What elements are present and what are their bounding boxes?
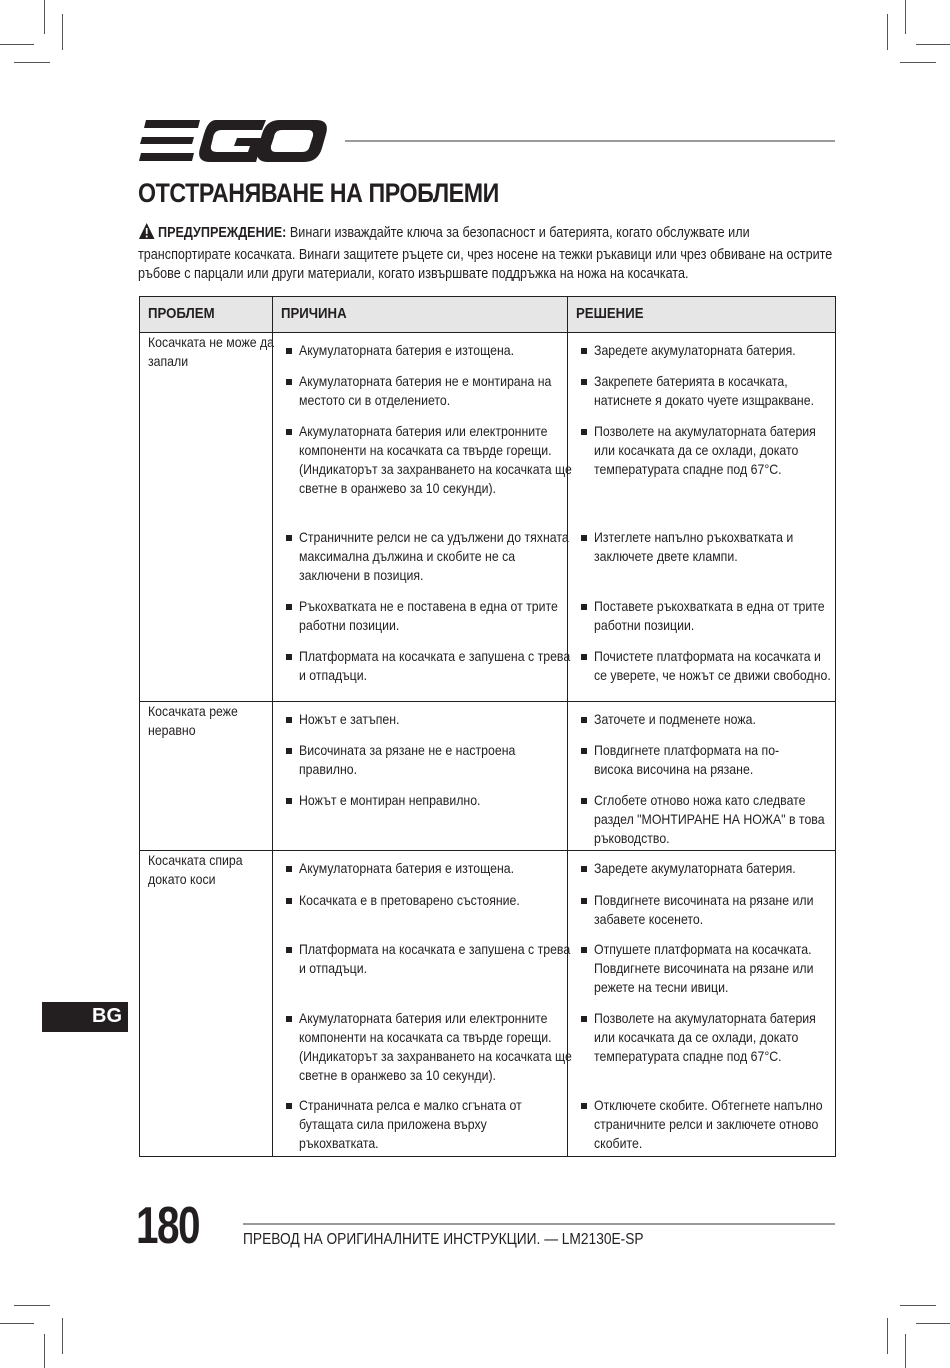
solution-cell [568, 702, 836, 851]
cause-cell [273, 702, 568, 851]
footer-rule [243, 1223, 835, 1225]
list-item: Заредете акумулаторната батерия. [578, 859, 827, 891]
list-item: Ножът е затъпен. [283, 710, 559, 741]
crop-mark [44, 1334, 45, 1368]
crop-mark [900, 62, 936, 63]
list-item: Изтеглете напълно ръкохватката и заключете двете клампи. [578, 528, 827, 597]
crop-mark [887, 14, 888, 50]
crop-mark [14, 1305, 50, 1306]
crop-mark [905, 1334, 906, 1368]
crop-mark [887, 1318, 888, 1354]
list-item: Заредете акумулаторната батерия. [578, 341, 827, 372]
crop-mark [14, 62, 50, 63]
crop-mark [44, 0, 45, 34]
cause-cell [273, 851, 572, 1157]
language-tab: BG [42, 1002, 128, 1032]
list-item: Акумулаторната батерия не е монтирана на местото си в отделението. [283, 372, 559, 422]
header-problem: ПРОБЛЕМ [140, 297, 273, 333]
list-item: Страничните релси не са удължени до тяхната максимална дължина и скобите не са заключени в позиция. [283, 528, 559, 597]
warning-text: Винаги изваждайте ключа за безопасност и батерията, когато обслужвате или транспортирате косачката. Винаги защитете ръцете си, чрез носене на тежки ръкавици или чрез обвиване на острите ръбове с парцали или други материали, когато извършвате поддръжка на ножа на косачката. [138, 225, 833, 282]
list-item: Закрепете батерията в косачката, натиснете я докато чуете изщракване. [578, 372, 827, 422]
problem-cell: Косачката не може да запали [140, 333, 273, 702]
list-item: Акумулаторната батерия или електронните компоненти на косачката са твърде горещи. (Индикаторът за захранването на косачката ще светне в оранжево за 10 секунди). [283, 1009, 559, 1096]
ego-logo [138, 118, 328, 164]
list-item: Косачката е в претоварено състояние. [283, 891, 559, 940]
table-row [140, 702, 836, 851]
list-item: Акумулаторната батерия е изтощена. [283, 859, 559, 891]
problem-cell: Косачката реже неравно [140, 702, 273, 851]
crop-mark [62, 14, 63, 50]
list-item: Отключете скобите. Обтегнете напълно страничните релси и заключете отново скобите. [578, 1096, 827, 1152]
list-item: Височината за рязане не е настроена правилно. [283, 741, 559, 791]
footer-text: ПРЕВОД НА ОРИГИНАЛНИТЕ ИНСТРУКЦИИ. — LM2130E-SP [243, 1231, 644, 1248]
solution-cell [568, 333, 836, 702]
list-item: Акумулаторната батерия е изтощена. [283, 341, 559, 372]
list-item: Почистете платформата на косачката и се уверете, че ножът се движи свободно. [578, 647, 827, 697]
crop-mark [900, 1305, 936, 1306]
crop-mark [0, 44, 34, 45]
header-solution: РЕШЕНИЕ [568, 297, 836, 333]
list-item: Ръкохватката не е поставена в една от трите работни позиции. [283, 597, 559, 647]
list-item: Платформата на косачката е запушена с трева и отпадъци. [283, 647, 559, 697]
page-number: 180 [136, 1197, 199, 1255]
list-item: Платформата на косачката е запушена с трева и отпадъци. [283, 940, 559, 1009]
crop-mark [916, 44, 950, 45]
list-item: Поставете ръкохватката в една от трите работни позиции. [578, 597, 827, 647]
troubleshooting-table [139, 296, 836, 1157]
cause-cell [273, 333, 572, 702]
list-item: Отпушете платформата на косачката. Повдигнете височината на рязане или режете на тесни ивици. [578, 940, 827, 1009]
list-item: Повдигнете платформата на по-висока височина на рязане. [578, 741, 827, 791]
problem-cell: Косачката спира докато коси [140, 851, 273, 1157]
list-item: Повдигнете височината на рязане или забавете косенето. [578, 891, 827, 940]
warning-notice [138, 222, 834, 284]
header-rule [345, 140, 835, 142]
table-row [140, 851, 836, 1157]
crop-mark [62, 1318, 63, 1354]
warning-lead: ПРЕДУПРЕЖДЕНИЕ: [158, 225, 287, 241]
header-cause: ПРИЧИНА [273, 297, 568, 333]
list-item: Акумулаторната батерия или електронните компоненти на косачката са твърде горещи. (Индикаторът за захранването на косачката ще светне в оранжево за 10 секунди). [283, 422, 559, 528]
crop-mark [916, 1323, 950, 1324]
list-item: Сглобете отново ножа като следвате раздел "МОНТИРАНЕ НА НОЖА" в това ръководство. [578, 791, 827, 846]
list-item: Ножът е монтиран неправилно. [283, 791, 559, 846]
crop-mark [0, 1323, 34, 1324]
table-row [140, 333, 836, 702]
list-item: Позволете на акумулаторната батерия или косачката да се охлади, докато температурата спадне под 67°C. [578, 422, 827, 528]
warning-triangle-icon [138, 222, 155, 246]
list-item: Страничната релса е малко сгъната от бутащата сила приложена върху ръкохватката. [283, 1096, 559, 1152]
list-item: Позволете на акумулаторната батерия или косачката да се охлади, докато температурата спадне под 67°C. [578, 1009, 827, 1096]
page-title: ОТСТРАНЯВАНЕ НА ПРОБЛЕМИ [138, 178, 499, 208]
solution-cell [568, 851, 836, 1157]
crop-mark [905, 0, 906, 34]
table-header-row [140, 297, 836, 333]
list-item: Заточете и подменете ножа. [578, 710, 827, 741]
